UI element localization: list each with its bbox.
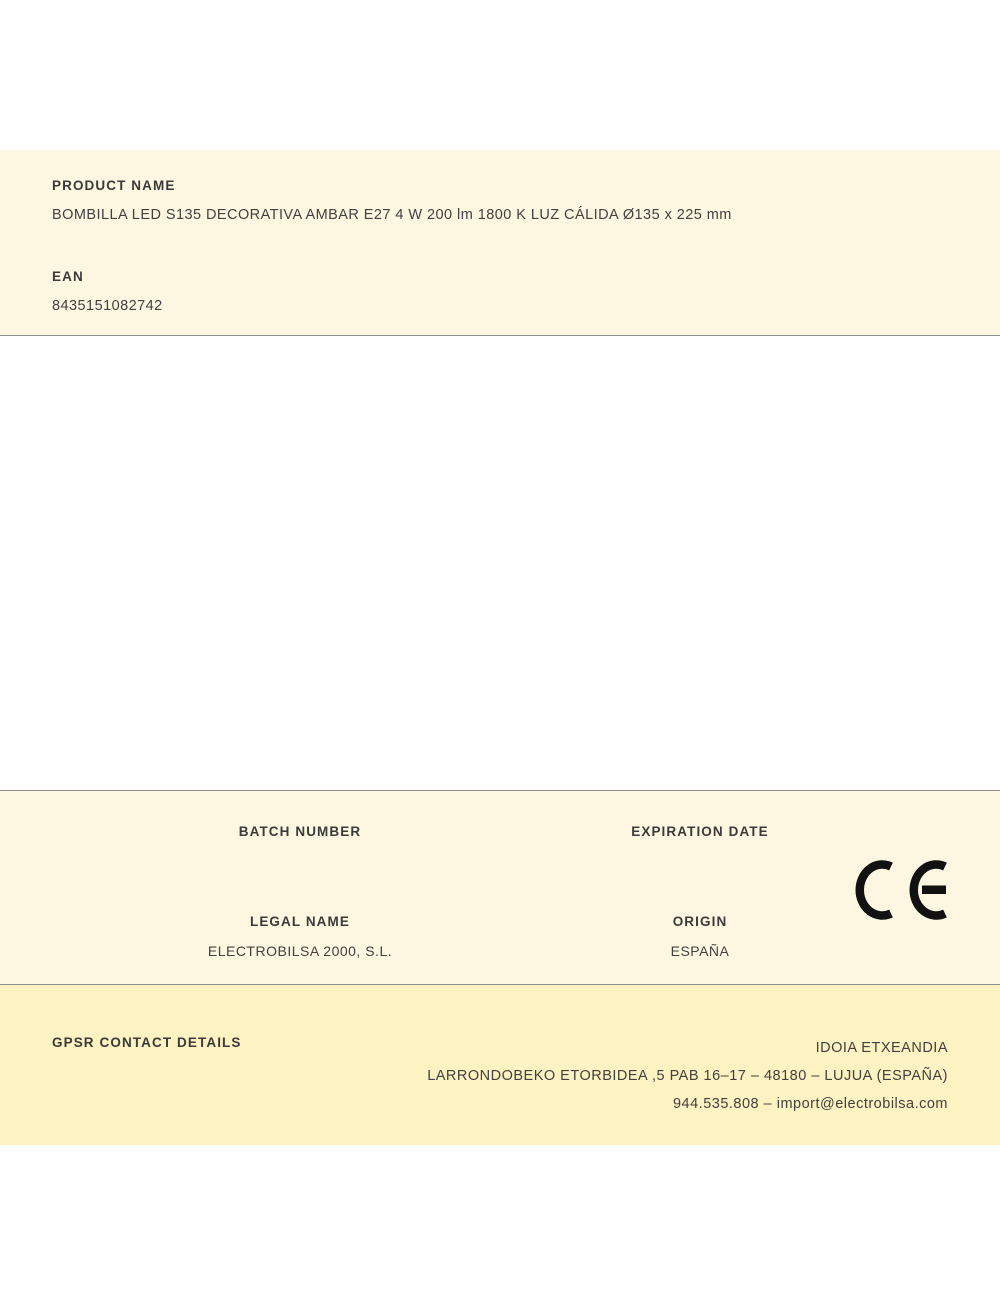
batch-legal-block [0, 790, 1000, 985]
ean-value: 8435151082742 [52, 298, 163, 314]
gpsr-contact-details [427, 1034, 948, 1118]
origin-value: ESPAÑA [670, 943, 730, 959]
gpsr-contact-block [0, 985, 1000, 1145]
expiration-date-label: EXPIRATION DATE [631, 824, 769, 839]
ean-label: EAN [52, 269, 84, 284]
product-name-value: BOMBILLA LED S135 DECORATIVA AMBAR E27 4 W 200 lm 1800 K LUZ CÁLIDA Ø135 x 225 mm [52, 207, 732, 223]
bottom-blank-region [0, 1145, 1000, 1300]
ce-marking-icon [853, 859, 948, 921]
batch-number-label: BATCH NUMBER [238, 824, 362, 839]
legal-name-value: ELECTROBILSA 2000, S.L. [207, 943, 393, 959]
blank-spacer-region [0, 336, 1000, 790]
gpsr-contact-name: IDOIA ETXEANDIA [815, 1040, 948, 1056]
product-info-block [0, 150, 1000, 336]
origin-label: ORIGIN [672, 914, 728, 929]
gpsr-address: LARRONDOBEKO ETORBIDEA ,5 PAB 16–17 – 48180 – LUJUA (ESPAÑA) [427, 1068, 948, 1084]
legal-name-label: LEGAL NAME [249, 914, 350, 929]
gpsr-phone-email: 944.535.808 – import@electrobilsa.com [672, 1096, 948, 1112]
product-name-label: PRODUCT NAME [52, 178, 176, 193]
gpsr-contact-label: GPSR CONTACT DETAILS [52, 1035, 242, 1050]
